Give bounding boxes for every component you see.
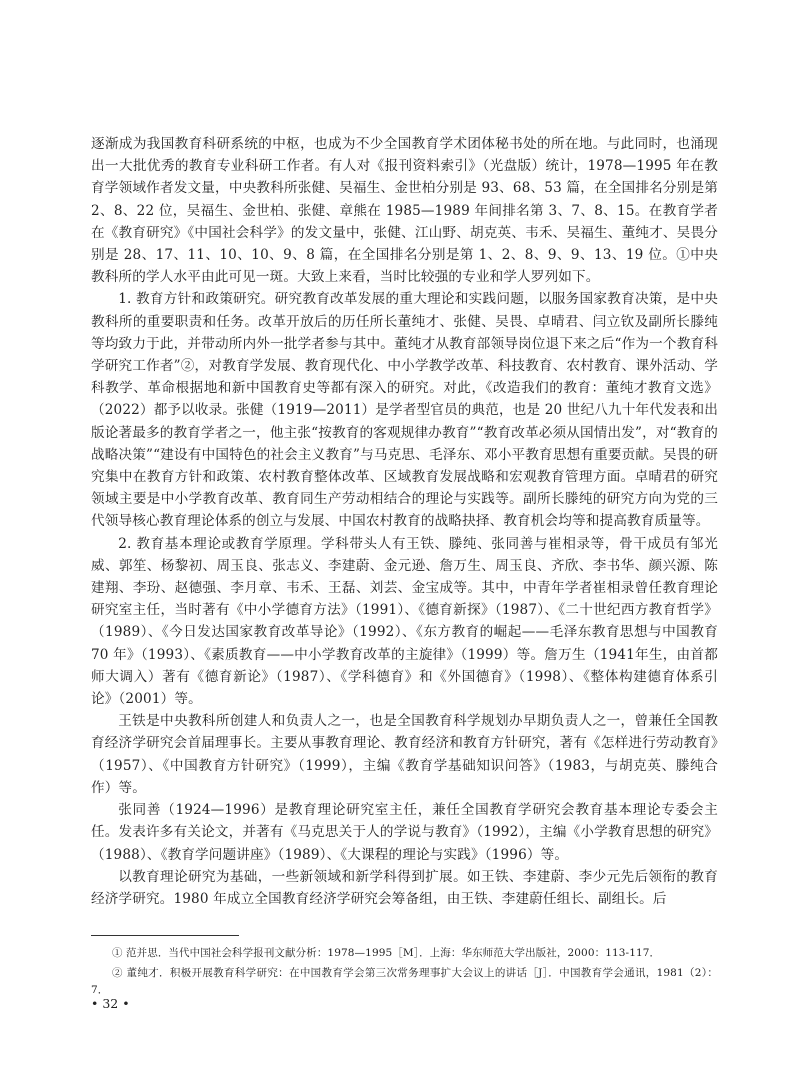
footnote-1: ① 范并思．当代中国社会科学报刊文献分析：1978—1995［M］．上海：华东师范大学出版社，2000：113-117． — [112, 947, 661, 959]
paragraph-2: 1. 教育方针和政策研究。研究教育改革发展的重大理论和实践问题，以服务国家教育决策，是中央教科所的重要职责和任务。改革开放后的历任所长董纯才、张健、吴畏、卓晴君、闫立钦及副所长滕纯等均致力于此，并带动所内外一批学者参与其中。董纯才从教育部领导岗位退下来之后“作为一个教育科学研究工作者”②，对教育学发展、教育现代化、中小学教学改革、科技教育、农村教育、课外活动、学科教学、革命根据地和新中国教育史等都有深入的研究。对此，《改造我们的教育：董纯才教育文选》（2022）都予以收录。张健（1919—2011）是学者型官员的典范，也是 20 世纪八九十年代发表和出版论著最多的教育学者之一，他主张“按教育的客观规律办教育”“教育改革必须从国情出发”，对“教育的战略决策”“建设有中国特色的社会主义教育”与马克思、毛泽东、邓小平教育思想有重要贡献。吴畏的研究集中在教育方针和政策、农村教育整体改革、区域教育发展战略和宏观教育管理方面。卓晴君的研究领域主要是中小学教育改革、教育同生产劳动相结合的理论与实践等。副所长滕纯的研究方向为党的三代领导核心教育理论体系的创立与发展、中国农村教育的战略抉择、教育机会均等和提高教育质量等。 — [91, 291, 718, 530]
footnote-2: ② 董纯才．积极开展教育科学研究：在中国教育学会第三次常务理事扩大会议上的讲话［J］．中国教育学会通讯，1981（2）：7． — [91, 967, 718, 996]
footnotes — [91, 945, 718, 1002]
page-number: • 32 • — [91, 996, 130, 1011]
paragraph-6: 以教育理论研究为基础，一些新领域和新学科得到扩展。如王铁、李建蔚、李少元先后领衔的教育经济学研究。1980 年成立全国教育经济学研究会筹备组，由王铁、李建蔚任组长、副组长。后 — [91, 868, 718, 907]
paragraph-5: 张同善（1924—1996）是教育理论研究室主任，兼任全国教育学研究会教育基本理论专委会主任。发表许多有关论文，并著有《马克思关于人的学说与教育》（1992），主编《小学教育思想的研究》（1988）、《教育学问题讲座》（1989）、《大课程的理论与实践》（1996）等。 — [91, 802, 718, 863]
paragraph-1: 逐渐成为我国教育科研系统的中枢，也成为不少全国教育学术团体秘书处的所在地。与此同时，也涌现出一大批优秀的教育专业科研工作者。有人对《报刊资料索引》（光盘版）统计，1978—1995 年在教育学领域作者发文量，中央教科所张健、吴福生、金世柏分别是 93、68、53 篇，在全国排名分别是第 2、8、22 位，吴福生、金世柏、张健、章熊在 1985—1989 年间排名第 3、7、8、15。在教育学者在《教育研究》《中国社会科学》的发文量中，张健、江山野、胡克英、韦禾、吴福生、董纯才、吴畏分别是 28、17、11、10、10、9、8 篇，在全国排名分别是第 1、2、8、9、9、13、19 位。①中央教科所的学人水平由此可见一斑。大致上来看，当时比较强的专业和学人罗列如下。 — [91, 136, 718, 286]
paragraph-4: 王铁是中央教科所创建人和负责人之一，也是全国教育科学规划办早期负责人之一，曾兼任全国教育经济学研究会首届理事长。主要从事教育理论、教育经济和教育方针研究，著有《怎样进行劳动教育》（1957）、《中国教育方针研究》（1999），主编《教育学基础知识问答》（1983，与胡克英、滕纯合作）等。 — [91, 713, 718, 796]
body-text — [91, 133, 718, 910]
footnote-divider — [91, 935, 239, 936]
paragraph-3: 2. 教育基本理论或教育学原理。学科带头人有王铁、滕纯、张同善与崔相录等，骨干成员有邹光威、郭笙、杨黎初、周玉良、张志义、李建蔚、金元逊、詹万生、周玉良、齐欣、李书华、颜兴源、陈建翔、李玢、赵德强、李月章、韦禾、王磊、刘芸、金宝成等。其中，中青年学者崔相录曾任教育理论研究室主任，当时著有《中小学德育方法》（1991）、《德育新探》（1987）、《二十世纪西方教育哲学》（1989）、《今日发达国家教育改革导论》（1992）、《东方教育的崛起——毛泽东教育思想与中国教育 70 年》（1993）、《素质教育——中小学教育改革的主旋律》（1999）等。詹万生（1941年生，由首都师大调入）著有《德育新论》（1987）、《学科德育》和《外国德育》（1998）、《整体构建德育体系引论》（2001）等。 — [91, 535, 718, 708]
